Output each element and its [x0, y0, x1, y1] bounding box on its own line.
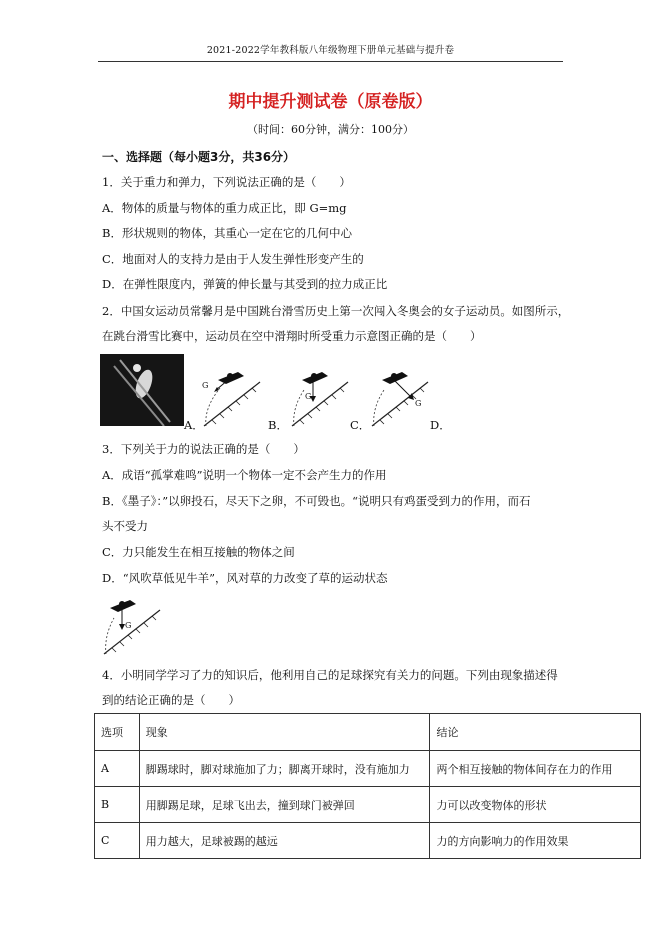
table-cell: 力可以改变物体的形状: [430, 787, 641, 823]
table-header-row: [95, 714, 641, 751]
q3-option-b-line1: B．《墨子》：”以卵投石，尽天下之卵，不可毁也。“说明只有鸡蛋受到力的作用，而石: [102, 494, 531, 508]
q3-stem: 3．下列关于力的说法正确的是（ ）: [102, 442, 305, 456]
table-cell: 两个相互接触的物体间存在力的作用: [430, 751, 641, 787]
table-cell: A: [95, 751, 140, 787]
q2-stem-line1: 2．中国女运动员常馨月是中国跳台滑雪历史上第一次闯入冬奥会的女子运动员。如图所示，: [102, 304, 570, 318]
exam-info: （时间：60分钟，满分：100分）: [247, 123, 414, 136]
table-cell: 用力越大，足球被踢的越远: [139, 823, 430, 859]
table-cell: 用脚踢足球，足球飞出去，撞到球门被弹回: [139, 787, 430, 823]
table-header-cell: 结论: [430, 714, 641, 751]
table-cell: 力的方向影响力的作用效果: [430, 823, 641, 859]
q1-option-a: A．物体的质量与物体的重力成正比，即 G=mg: [102, 201, 347, 215]
table-header-cell: 现象: [139, 714, 430, 751]
q1-option-c: C．地面对人的支持力是由于人发生弹性形变产生的: [102, 252, 364, 266]
q2-label-b: B．: [268, 418, 288, 432]
q4-table: [94, 713, 641, 859]
ski-jumper-photo: [100, 354, 184, 426]
q3-option-b-line2: 头不受力: [102, 519, 148, 533]
q3-option-a: A．成语“孤掌难鸣”说明一个物体一定不会产生力的作用: [102, 468, 387, 482]
q2-label-c: C．: [350, 418, 371, 432]
q1-option-d: D．在弹性限度内，弹簧的伸长量与其受到的拉力成正比: [102, 277, 388, 291]
q4-stem-line2: 到的结论正确的是（ ）: [102, 693, 240, 707]
q2-stem-line2: 在跳台滑雪比赛中，运动员在空中滑翔时所受重力示意图正确的是（ ）: [102, 329, 482, 343]
q2-force-label-a: G: [202, 381, 209, 390]
q2-diagram-b: [284, 368, 354, 430]
table-cell: 脚踢球时，脚对球施加了力；脚离开球时，没有施加力: [139, 751, 430, 787]
section-heading: 一、选择题（每小题3分，共36分）: [102, 150, 296, 164]
q2-force-label-b: G: [305, 392, 312, 401]
q2-force-label-c: G: [415, 399, 422, 408]
q4-stem-line1: 4．小明同学学习了力的知识后，他利用自己的足球探究有关力的问题。下列由现象描述得: [102, 668, 558, 682]
q1-option-b: B．形状规则的物体，其重心一定在它的几何中心: [102, 226, 352, 240]
q2-label-a: A．: [184, 418, 204, 432]
page-header: 2021-2022学年教科版八年级物理下册单元基础与提升卷: [98, 42, 563, 62]
page-title: 期中提升测试卷（原卷版）: [228, 92, 433, 112]
table-cell: C: [95, 823, 140, 859]
q3-option-c: C．力只能发生在相互接触的物体之间: [102, 545, 295, 559]
q2-diagram-c: [364, 368, 434, 430]
q2-diagram-a: [196, 368, 266, 430]
q1-stem: 1．关于重力和弹力，下列说法正确的是（ ）: [102, 175, 351, 189]
q2-force-label-d: G: [125, 621, 132, 630]
q3-option-d: D．“风吹草低见牛羊”，风对草的力改变了草的运动状态: [102, 571, 388, 585]
table-header-cell: 选项: [95, 714, 140, 751]
table-row: [95, 787, 641, 823]
table-row: [95, 823, 641, 859]
table-row: [95, 751, 641, 787]
table-cell: B: [95, 787, 140, 823]
q2-label-d: D．: [430, 418, 451, 432]
